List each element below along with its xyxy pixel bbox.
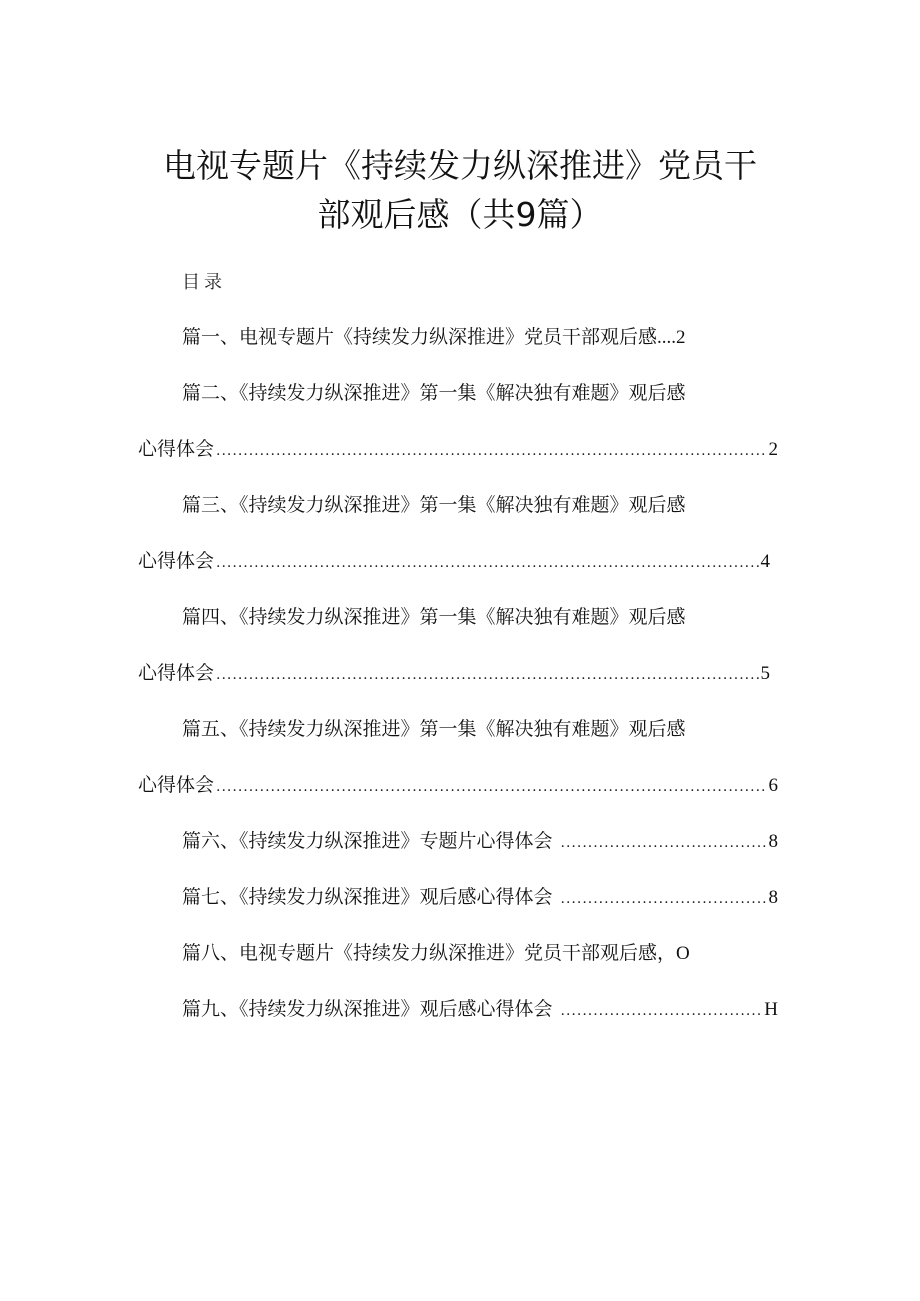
toc-entry-1[interactable] <box>182 325 686 350</box>
toc-entry-3-continuation[interactable] <box>138 549 770 575</box>
toc-entry-2-continuation[interactable] <box>138 437 778 463</box>
toc-entry-4-continuation[interactable] <box>138 661 770 687</box>
toc-heading: 目录 <box>182 272 226 293</box>
toc-entry-8[interactable] <box>182 941 690 966</box>
toc-entry-4-leader <box>216 663 758 687</box>
toc-entry-5-page: 6 <box>768 775 778 796</box>
toc-entry-2-cont-text: 心得体会 <box>138 438 215 460</box>
toc-entry-9-leader <box>561 999 763 1023</box>
toc-entry-8-page: O <box>676 943 690 964</box>
toc-entry-8-separator: ， <box>657 942 677 964</box>
document-title-line-1: 电视专题片《持续发力纵深推进》党员干 <box>163 146 757 185</box>
toc-entry-9-text: 篇九、《持续发力纵深推进》观后感心得体会 <box>182 998 553 1020</box>
toc-entry-9-page: H <box>764 999 778 1020</box>
toc-entry-7-leader <box>561 887 767 911</box>
toc-entry-4-cont-text: 心得体会 <box>138 662 215 684</box>
toc-entry-4-page: 5 <box>760 663 770 684</box>
toc-entry-3[interactable] <box>182 493 686 517</box>
toc-entry-3-cont-text: 心得体会 <box>138 550 215 572</box>
toc-entry-2-leader <box>216 439 766 463</box>
toc-entry-8-text: 篇八、电视专题片《持续发力纵深推进》党员干部观后感 <box>182 942 658 964</box>
toc-entry-6-text: 篇六、《持续发力纵深推进》专题片心得体会 <box>182 830 553 852</box>
toc-entry-2-text: 篇二、《持续发力纵深推进》第一集《解决独有难题》观后感 <box>182 382 686 404</box>
toc-entry-6-leader <box>561 831 767 855</box>
toc-entry-3-leader <box>216 551 758 575</box>
toc-entry-6[interactable] <box>182 829 778 855</box>
toc-entry-2[interactable] <box>182 381 686 405</box>
toc-entry-4[interactable] <box>182 605 686 629</box>
toc-entry-5[interactable] <box>182 717 686 741</box>
toc-entry-7-page: 8 <box>768 887 778 908</box>
toc-entry-9[interactable] <box>182 997 778 1023</box>
toc-entry-1-text: 篇一、电视专题片《持续发力纵深推进》党员干部观后感 <box>182 326 658 348</box>
toc-entry-3-text: 篇三、《持续发力纵深推进》第一集《解决独有难题》观后感 <box>182 494 686 516</box>
toc-entry-5-cont-text: 心得体会 <box>138 774 215 796</box>
toc-entry-6-page: 8 <box>768 831 778 852</box>
toc-entry-2-page: 2 <box>768 439 778 460</box>
toc-entry-1-leader: .... <box>657 327 677 348</box>
toc-entry-7-text: 篇七、《持续发力纵深推进》观后感心得体会 <box>182 886 553 908</box>
toc-entry-5-text: 篇五、《持续发力纵深推进》第一集《解决独有难题》观后感 <box>182 718 686 740</box>
toc-entry-1-page: 2 <box>676 327 686 348</box>
toc-entry-3-page: 4 <box>760 551 770 572</box>
toc-entry-4-text: 篇四、《持续发力纵深推进》第一集《解决独有难题》观后感 <box>182 606 686 628</box>
toc-entry-5-leader <box>216 775 766 799</box>
toc-entry-5-continuation[interactable] <box>138 773 778 799</box>
toc-entry-7[interactable] <box>182 885 778 911</box>
document-title-line-2: 部观后感（共9篇） <box>317 195 603 234</box>
